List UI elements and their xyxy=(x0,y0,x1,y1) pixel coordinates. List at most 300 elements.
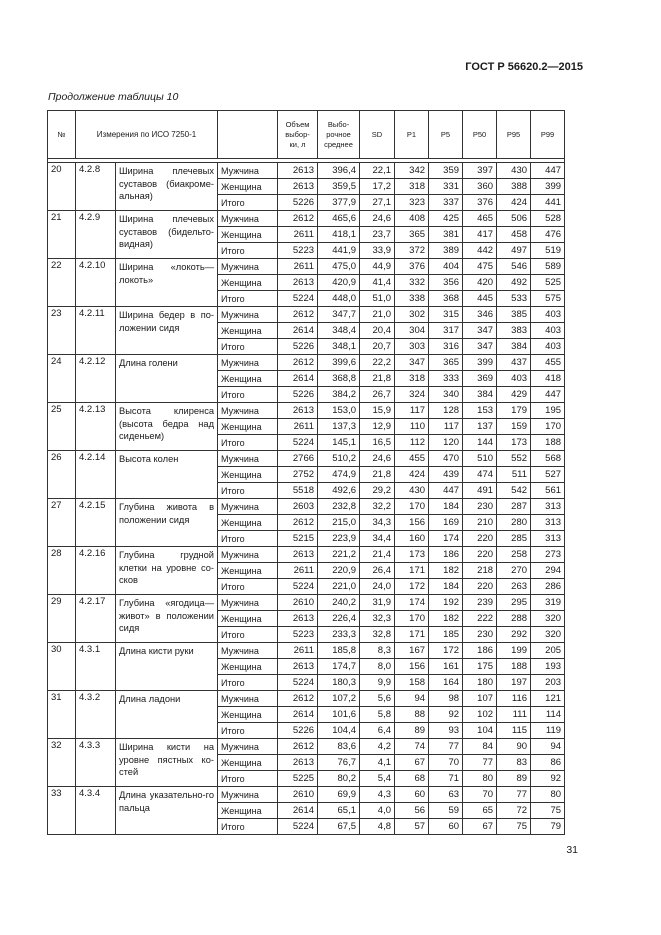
cell-sd: 12,9 xyxy=(360,419,395,435)
cell-p5: 333 xyxy=(429,371,463,387)
cell-p5: 59 xyxy=(429,803,463,819)
row-number: 33 xyxy=(48,787,76,835)
iso-clause-code: 4.3.1 xyxy=(76,643,116,691)
cell-p95: 116 xyxy=(497,691,531,707)
table-row xyxy=(48,547,599,563)
cell-p1: 57 xyxy=(395,819,429,835)
cell-sample-size: 2613 xyxy=(278,163,318,179)
cell-p1: 167 xyxy=(395,643,429,659)
cell-sd: 16,5 xyxy=(360,435,395,451)
cell-p50: 475 xyxy=(463,259,497,275)
group-label: Женщина xyxy=(218,707,278,723)
table-caption: Продолжение таблицы 10 xyxy=(48,91,179,103)
cell-p5: 317 xyxy=(429,323,463,339)
cell-p5: 172 xyxy=(429,643,463,659)
cell-p1: 112 xyxy=(395,435,429,451)
cell-sample-size: 5223 xyxy=(278,243,318,259)
cell-p99: 528 xyxy=(531,211,565,227)
header-group xyxy=(218,111,278,159)
cell-p5: 381 xyxy=(429,227,463,243)
cell-p95: 179 xyxy=(497,403,531,419)
cell-p95: 383 xyxy=(497,323,531,339)
cell-p1: 424 xyxy=(395,467,429,483)
cell-mean: 359,5 xyxy=(318,179,360,195)
cell-sd: 32,3 xyxy=(360,611,395,627)
header-mean: Выбо-рочное среднее xyxy=(318,111,360,159)
cell-p50: 474 xyxy=(463,467,497,483)
cell-mean: 174,7 xyxy=(318,659,360,675)
table-row xyxy=(48,355,599,371)
cell-p1: 160 xyxy=(395,531,429,547)
group-label: Женщина xyxy=(218,467,278,483)
cell-sd: 22,2 xyxy=(360,355,395,371)
cell-p95: 288 xyxy=(497,611,531,627)
cell-p50: 102 xyxy=(463,707,497,723)
cell-sample-size: 2613 xyxy=(278,547,318,563)
cell-p5: 186 xyxy=(429,547,463,563)
cell-p5: 365 xyxy=(429,355,463,371)
cell-sd: 26,7 xyxy=(360,387,395,403)
cell-p1: 324 xyxy=(395,387,429,403)
cell-sd: 24,0 xyxy=(360,579,395,595)
group-label: Мужчина xyxy=(218,355,278,371)
cell-mean: 221,2 xyxy=(318,547,360,563)
group-label: Женщина xyxy=(218,659,278,675)
cell-p95: 424 xyxy=(497,195,531,211)
cell-p99: 121 xyxy=(531,691,565,707)
row-number: 28 xyxy=(48,547,76,595)
cell-p1: 318 xyxy=(395,179,429,195)
cell-p99: 561 xyxy=(531,483,565,499)
cell-sd: 6,4 xyxy=(360,723,395,739)
cell-p1: 323 xyxy=(395,195,429,211)
cell-p5: 182 xyxy=(429,611,463,627)
cell-p50: 104 xyxy=(463,723,497,739)
group-label: Мужчина xyxy=(218,643,278,659)
table-row xyxy=(48,403,599,419)
cell-p50: 230 xyxy=(463,627,497,643)
iso-clause-code: 4.3.3 xyxy=(76,739,116,787)
cell-sample-size: 5224 xyxy=(278,291,318,307)
group-label: Женщина xyxy=(218,611,278,627)
cell-sample-size: 2612 xyxy=(278,211,318,227)
cell-mean: 83,6 xyxy=(318,739,360,755)
cell-sample-size: 2613 xyxy=(278,275,318,291)
cell-p50: 239 xyxy=(463,595,497,611)
cell-mean: 233,3 xyxy=(318,627,360,643)
cell-p95: 263 xyxy=(497,579,531,595)
cell-sd: 21,8 xyxy=(360,371,395,387)
measurement-name: Глубина «ягодица—живот» в положении сидя xyxy=(116,595,218,643)
cell-mean: 223,9 xyxy=(318,531,360,547)
cell-p1: 338 xyxy=(395,291,429,307)
cell-p50: 491 xyxy=(463,483,497,499)
cell-p1: 408 xyxy=(395,211,429,227)
cell-mean: 220,9 xyxy=(318,563,360,579)
group-label: Мужчина xyxy=(218,259,278,275)
cell-p95: 90 xyxy=(497,739,531,755)
cell-p1: 156 xyxy=(395,515,429,531)
cell-p5: 315 xyxy=(429,307,463,323)
cell-sample-size: 5224 xyxy=(278,819,318,835)
cell-sd: 26,4 xyxy=(360,563,395,579)
cell-p1: 94 xyxy=(395,691,429,707)
cell-sd: 20,4 xyxy=(360,323,395,339)
cell-p99: 203 xyxy=(531,675,565,691)
cell-p5: 63 xyxy=(429,787,463,803)
cell-p50: 210 xyxy=(463,515,497,531)
cell-p5: 184 xyxy=(429,579,463,595)
cell-p99: 195 xyxy=(531,403,565,419)
group-label: Женщина xyxy=(218,275,278,291)
cell-p1: 303 xyxy=(395,339,429,355)
cell-sample-size: 2614 xyxy=(278,323,318,339)
cell-mean: 137,3 xyxy=(318,419,360,435)
cell-sd: 20,7 xyxy=(360,339,395,355)
cell-p50: 369 xyxy=(463,371,497,387)
cell-sample-size: 2611 xyxy=(278,259,318,275)
cell-p50: 180 xyxy=(463,675,497,691)
cell-p95: 403 xyxy=(497,371,531,387)
cell-p1: 174 xyxy=(395,595,429,611)
group-label: Женщина xyxy=(218,323,278,339)
cell-p99: 399 xyxy=(531,179,565,195)
table-row xyxy=(48,787,599,803)
cell-p50: 80 xyxy=(463,771,497,787)
cell-p99: 568 xyxy=(531,451,565,467)
measurement-name: Ширина бедер в по-ложении сидя xyxy=(116,307,218,355)
cell-p95: 385 xyxy=(497,307,531,323)
cell-p95: 159 xyxy=(497,419,531,435)
iso-clause-code: 4.2.14 xyxy=(76,451,116,499)
cell-sample-size: 2613 xyxy=(278,179,318,195)
group-label: Мужчина xyxy=(218,739,278,755)
measurement-name: Длина указательно-го пальца xyxy=(116,787,218,835)
measurement-name: Длина кисти руки xyxy=(116,643,218,691)
cell-p1: 56 xyxy=(395,803,429,819)
group-label: Женщина xyxy=(218,419,278,435)
cell-sample-size: 5226 xyxy=(278,723,318,739)
cell-sample-size: 5224 xyxy=(278,579,318,595)
cell-mean: 368,8 xyxy=(318,371,360,387)
cell-sample-size: 2612 xyxy=(278,691,318,707)
cell-p50: 384 xyxy=(463,387,497,403)
header-p95: P95 xyxy=(497,111,531,159)
cell-mean: 396,4 xyxy=(318,163,360,179)
cell-p1: 173 xyxy=(395,547,429,563)
measurement-name: Длина голени xyxy=(116,355,218,403)
cell-p95: 542 xyxy=(497,483,531,499)
cell-p50: 397 xyxy=(463,163,497,179)
row-number: 20 xyxy=(48,163,76,211)
cell-p5: 185 xyxy=(429,627,463,643)
cell-p50: 218 xyxy=(463,563,497,579)
cell-p1: 365 xyxy=(395,227,429,243)
cell-p1: 89 xyxy=(395,723,429,739)
table-row xyxy=(48,595,599,611)
group-label: Женщина xyxy=(218,179,278,195)
group-label: Женщина xyxy=(218,755,278,771)
group-label: Мужчина xyxy=(218,307,278,323)
cell-p5: 439 xyxy=(429,467,463,483)
cell-p1: 430 xyxy=(395,483,429,499)
cell-sample-size: 2766 xyxy=(278,451,318,467)
cell-p5: 404 xyxy=(429,259,463,275)
group-label: Мужчина xyxy=(218,211,278,227)
group-label: Итого xyxy=(218,723,278,739)
cell-p50: 376 xyxy=(463,195,497,211)
cell-p5: 169 xyxy=(429,515,463,531)
cell-p50: 399 xyxy=(463,355,497,371)
cell-sd: 51,0 xyxy=(360,291,395,307)
cell-sample-size: 5215 xyxy=(278,531,318,547)
cell-p50: 137 xyxy=(463,419,497,435)
cell-sample-size: 2613 xyxy=(278,611,318,627)
cell-mean: 67,5 xyxy=(318,819,360,835)
table-row xyxy=(48,739,599,755)
cell-p99: 447 xyxy=(531,163,565,179)
cell-mean: 240,2 xyxy=(318,595,360,611)
cell-mean: 384,2 xyxy=(318,387,360,403)
cell-p99: 320 xyxy=(531,611,565,627)
group-label: Мужчина xyxy=(218,499,278,515)
cell-p5: 164 xyxy=(429,675,463,691)
cell-p1: 88 xyxy=(395,707,429,723)
cell-sd: 32,2 xyxy=(360,499,395,515)
cell-p95: 77 xyxy=(497,787,531,803)
iso-clause-code: 4.2.13 xyxy=(76,403,116,451)
row-number: 27 xyxy=(48,499,76,547)
cell-sd: 15,9 xyxy=(360,403,395,419)
cell-p95: 429 xyxy=(497,387,531,403)
cell-sample-size: 2610 xyxy=(278,595,318,611)
cell-p99: 320 xyxy=(531,627,565,643)
cell-sample-size: 2612 xyxy=(278,739,318,755)
cell-p1: 60 xyxy=(395,787,429,803)
cell-p95: 458 xyxy=(497,227,531,243)
cell-p5: 120 xyxy=(429,435,463,451)
cell-p99: 476 xyxy=(531,227,565,243)
group-label: Женщина xyxy=(218,803,278,819)
cell-p1: 455 xyxy=(395,451,429,467)
cell-p50: 445 xyxy=(463,291,497,307)
cell-mean: 475,0 xyxy=(318,259,360,275)
row-number: 21 xyxy=(48,211,76,259)
cell-p5: 161 xyxy=(429,659,463,675)
document-standard-header: ГОСТ Р 56620.2—2015 xyxy=(465,61,583,73)
cell-mean: 492,6 xyxy=(318,483,360,499)
cell-p99: 313 xyxy=(531,515,565,531)
cell-p5: 359 xyxy=(429,163,463,179)
cell-p50: 77 xyxy=(463,755,497,771)
cell-sd: 21,0 xyxy=(360,307,395,323)
cell-sample-size: 2613 xyxy=(278,403,318,419)
cell-p99: 403 xyxy=(531,307,565,323)
cell-p5: 128 xyxy=(429,403,463,419)
cell-p5: 93 xyxy=(429,723,463,739)
cell-mean: 420,9 xyxy=(318,275,360,291)
table-row xyxy=(48,451,599,467)
header-p1: P1 xyxy=(395,111,429,159)
cell-mean: 180,3 xyxy=(318,675,360,691)
cell-p95: 111 xyxy=(497,707,531,723)
cell-p99: 294 xyxy=(531,563,565,579)
cell-mean: 101,6 xyxy=(318,707,360,723)
cell-p95: 199 xyxy=(497,643,531,659)
cell-p99: 170 xyxy=(531,419,565,435)
group-label: Мужчина xyxy=(218,163,278,179)
cell-sd: 22,1 xyxy=(360,163,395,179)
row-number: 24 xyxy=(48,355,76,403)
group-label: Мужчина xyxy=(218,595,278,611)
cell-p50: 347 xyxy=(463,339,497,355)
cell-p95: 552 xyxy=(497,451,531,467)
cell-sd: 21,4 xyxy=(360,547,395,563)
cell-sd: 44,9 xyxy=(360,259,395,275)
cell-mean: 215,0 xyxy=(318,515,360,531)
cell-p50: 70 xyxy=(463,787,497,803)
cell-p5: 337 xyxy=(429,195,463,211)
row-number: 26 xyxy=(48,451,76,499)
cell-sample-size: 2613 xyxy=(278,755,318,771)
cell-p5: 77 xyxy=(429,739,463,755)
cell-p50: 442 xyxy=(463,243,497,259)
cell-p99: 286 xyxy=(531,579,565,595)
header-p99: P99 xyxy=(531,111,565,159)
cell-mean: 76,7 xyxy=(318,755,360,771)
cell-sd: 27,1 xyxy=(360,195,395,211)
cell-p99: 455 xyxy=(531,355,565,371)
measurement-name: Ширина плечевых суставов (бидельто-видная) xyxy=(116,211,218,259)
cell-sample-size: 2611 xyxy=(278,419,318,435)
cell-p1: 74 xyxy=(395,739,429,755)
cell-p99: 441 xyxy=(531,195,565,211)
cell-sd: 9,9 xyxy=(360,675,395,691)
cell-sample-size: 5226 xyxy=(278,387,318,403)
cell-mean: 65,1 xyxy=(318,803,360,819)
cell-p95: 287 xyxy=(497,499,531,515)
cell-p99: 273 xyxy=(531,547,565,563)
table-body xyxy=(48,163,599,835)
cell-p1: 68 xyxy=(395,771,429,787)
cell-p95: 72 xyxy=(497,803,531,819)
cell-sample-size: 2614 xyxy=(278,803,318,819)
iso-clause-code: 4.2.17 xyxy=(76,595,116,643)
group-label: Итого xyxy=(218,483,278,499)
cell-sd: 4,3 xyxy=(360,787,395,803)
cell-mean: 226,4 xyxy=(318,611,360,627)
cell-sd: 24,6 xyxy=(360,211,395,227)
cell-p99: 92 xyxy=(531,771,565,787)
cell-p50: 360 xyxy=(463,179,497,195)
cell-p5: 368 xyxy=(429,291,463,307)
cell-p1: 171 xyxy=(395,627,429,643)
cell-p95: 173 xyxy=(497,435,531,451)
cell-p1: 67 xyxy=(395,755,429,771)
cell-p1: 171 xyxy=(395,563,429,579)
cell-sample-size: 2611 xyxy=(278,643,318,659)
cell-p99: 79 xyxy=(531,819,565,835)
measurement-name: Высота колен xyxy=(116,451,218,499)
header-sd: SD xyxy=(360,111,395,159)
cell-p1: 376 xyxy=(395,259,429,275)
cell-mean: 153,0 xyxy=(318,403,360,419)
iso-clause-code: 4.2.10 xyxy=(76,259,116,307)
cell-sample-size: 2752 xyxy=(278,467,318,483)
cell-p50: 510 xyxy=(463,451,497,467)
cell-p95: 188 xyxy=(497,659,531,675)
cell-p95: 506 xyxy=(497,211,531,227)
header-sample-size: Объем выбор-ки, л xyxy=(278,111,318,159)
cell-mean: 348,4 xyxy=(318,323,360,339)
cell-p95: 497 xyxy=(497,243,531,259)
measurement-name: Глубина живота в положении сидя xyxy=(116,499,218,547)
cell-p1: 156 xyxy=(395,659,429,675)
cell-p50: 107 xyxy=(463,691,497,707)
group-label: Женщина xyxy=(218,227,278,243)
iso-clause-code: 4.3.2 xyxy=(76,691,116,739)
cell-sd: 29,2 xyxy=(360,483,395,499)
cell-p5: 92 xyxy=(429,707,463,723)
measurement-name: Глубина грудной клетки на уровне со-сков xyxy=(116,547,218,595)
group-label: Мужчина xyxy=(218,787,278,803)
group-label: Итого xyxy=(218,579,278,595)
table-row xyxy=(48,643,599,659)
cell-sample-size: 5225 xyxy=(278,771,318,787)
cell-sd: 5,4 xyxy=(360,771,395,787)
cell-p50: 144 xyxy=(463,435,497,451)
cell-sample-size: 2610 xyxy=(278,787,318,803)
cell-sd: 8,3 xyxy=(360,643,395,659)
cell-p5: 60 xyxy=(429,819,463,835)
iso-clause-code: 4.3.4 xyxy=(76,787,116,835)
cell-mean: 107,2 xyxy=(318,691,360,707)
group-label: Итого xyxy=(218,627,278,643)
cell-p5: 447 xyxy=(429,483,463,499)
cell-p95: 292 xyxy=(497,627,531,643)
cell-sd: 4,1 xyxy=(360,755,395,771)
group-label: Мужчина xyxy=(218,403,278,419)
cell-p50: 220 xyxy=(463,579,497,595)
cell-sample-size: 2614 xyxy=(278,371,318,387)
cell-p1: 170 xyxy=(395,499,429,515)
cell-p95: 437 xyxy=(497,355,531,371)
cell-p50: 220 xyxy=(463,547,497,563)
cell-sd: 33,9 xyxy=(360,243,395,259)
cell-p99: 114 xyxy=(531,707,565,723)
group-label: Мужчина xyxy=(218,691,278,707)
cell-sd: 34,3 xyxy=(360,515,395,531)
cell-p99: 319 xyxy=(531,595,565,611)
cell-sample-size: 5223 xyxy=(278,627,318,643)
cell-sd: 21,8 xyxy=(360,467,395,483)
measurement-name: Длина ладони xyxy=(116,691,218,739)
cell-sample-size: 5226 xyxy=(278,339,318,355)
cell-p1: 172 xyxy=(395,579,429,595)
cell-p5: 425 xyxy=(429,211,463,227)
cell-p5: 174 xyxy=(429,531,463,547)
cell-p50: 417 xyxy=(463,227,497,243)
cell-sd: 41,4 xyxy=(360,275,395,291)
row-number: 32 xyxy=(48,739,76,787)
cell-sd: 24,6 xyxy=(360,451,395,467)
cell-p99: 188 xyxy=(531,435,565,451)
measurement-name: Ширина плечевых суставов (биакроме-альная) xyxy=(116,163,218,211)
cell-p5: 182 xyxy=(429,563,463,579)
measurement-name: Высота клиренса (высота бедра над сиденьем) xyxy=(116,403,218,451)
cell-p95: 546 xyxy=(497,259,531,275)
table-header-row xyxy=(48,111,599,159)
